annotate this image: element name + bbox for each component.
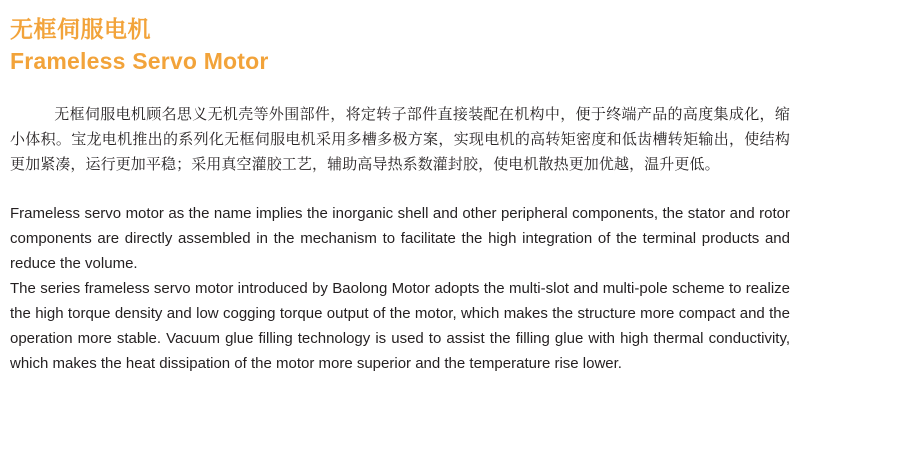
paragraph-english-1: Frameless servo motor as the name implies the inorganic shell and other peripheral components, the stator and rotor components are directly assembled in the mechanism to facilitate the high integration of the terminal products and reduce the volume. <box>10 205 790 272</box>
body-english <box>10 201 790 376</box>
paragraph-chinese <box>10 102 790 177</box>
paragraph-chinese-text: 无框伺服电机顾名思义无机壳等外围部件，将定转子部件直接装配在机构中，便于终端产品的高度集成化，缩小体积。宝龙电机推出的系列化无框伺服电机采用多槽多极方案，实现电机的高转矩密度和低齿槽转矩输出，使结构更加紧凑，运行更加平稳；采用真空灌胶工艺，辅助高导热系数灌封胶，使电机散热更加优越，温升更低。 <box>10 106 790 173</box>
page-title-chinese: 无框伺服电机 <box>10 16 151 42</box>
title-block <box>10 14 790 76</box>
paragraph-english-2: The series frameless servo motor introduced by Baolong Motor adopts the multi-slot and multi-pole scheme to realize the high torque density and low cogging torque output of the motor, which makes the structure more compact and the operation more stable. Vacuum glue filling technology is used to assist the filling glue with high thermal conductivity, which makes the heat dissipation of the motor more superior and the temperature rise lower. <box>10 280 790 372</box>
page-title-english: Frameless Servo Motor <box>10 48 269 74</box>
